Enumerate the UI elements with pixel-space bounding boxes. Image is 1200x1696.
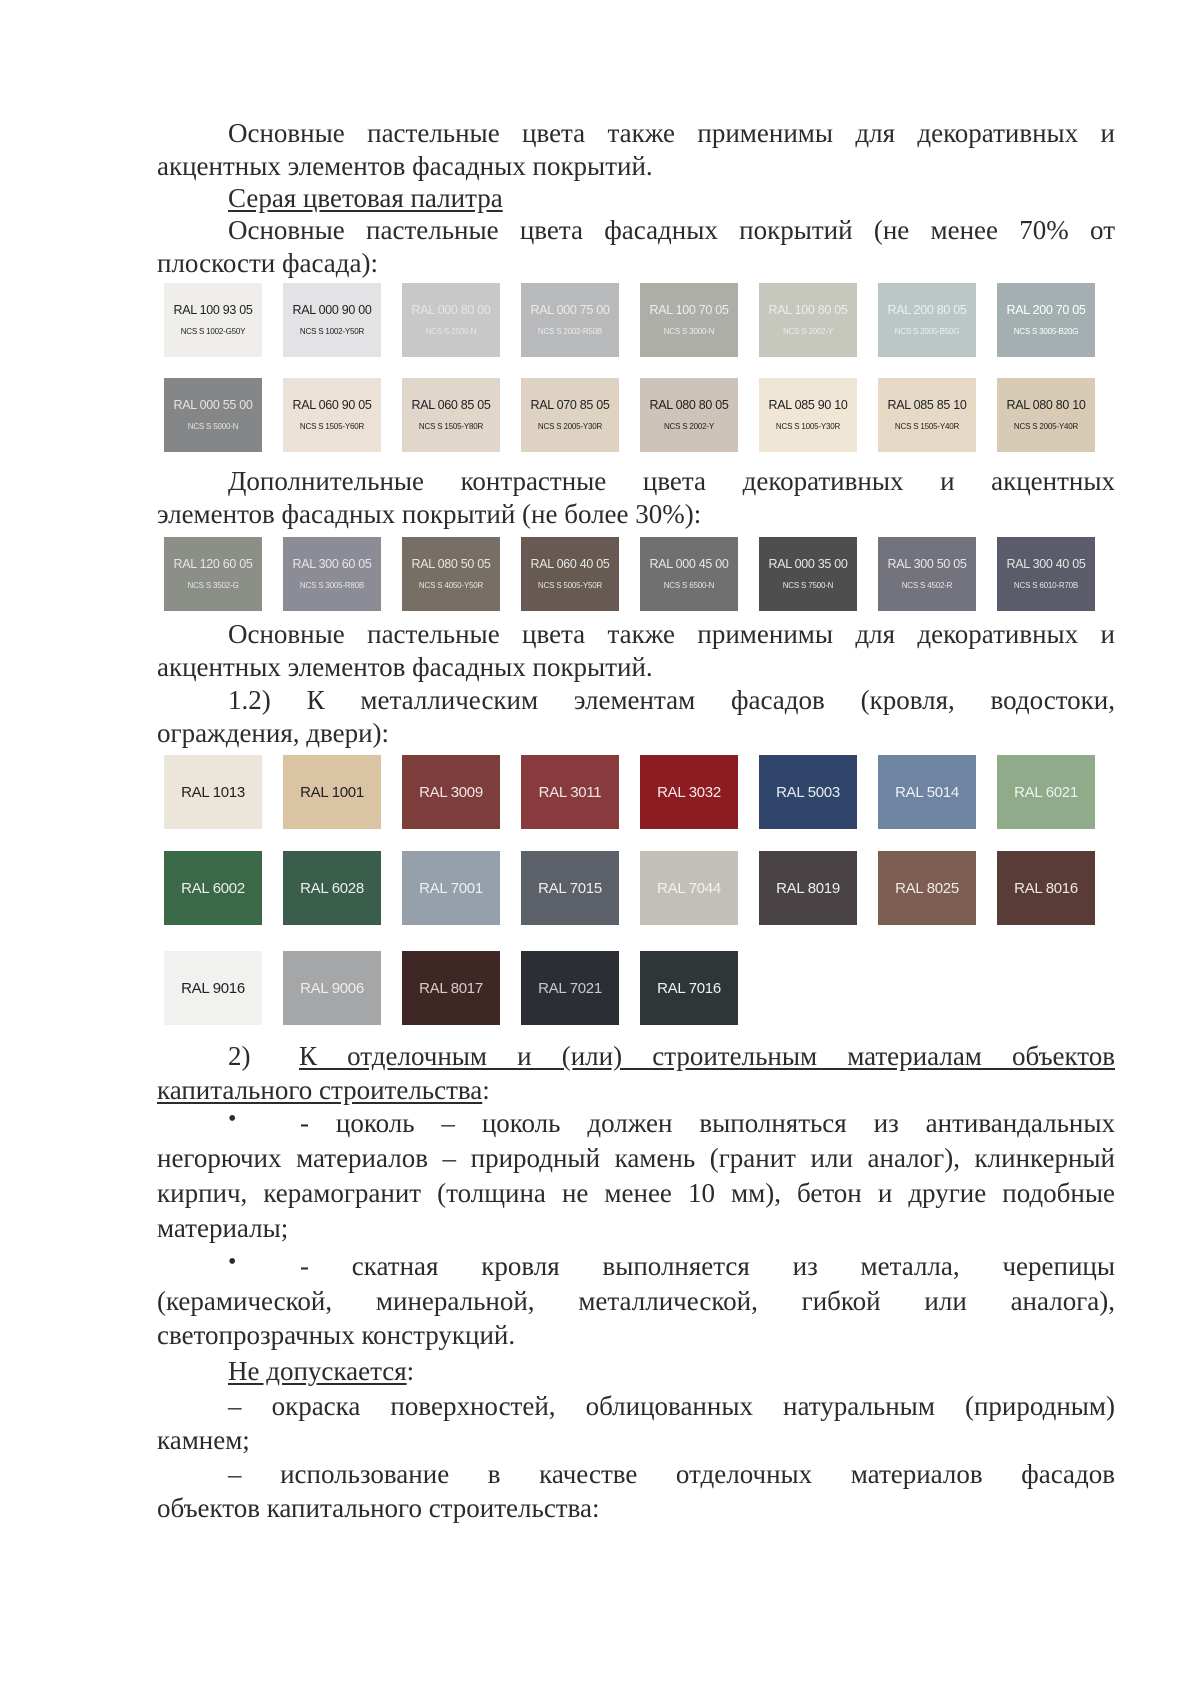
section-2-heading-colon: : — [482, 1075, 490, 1105]
swatch-ral-code: RAL 100 80 05 — [768, 303, 848, 317]
swatch-ral-code: RAL 300 40 05 — [1006, 557, 1086, 571]
metal-color-swatch: RAL 8016 — [997, 851, 1095, 925]
metal-color-swatch: RAL 7021 — [521, 951, 619, 1025]
metal-color-swatch: RAL 8025 — [878, 851, 976, 925]
bullet-1-icon: • — [228, 1106, 237, 1132]
color-swatch — [759, 537, 857, 611]
color-swatch — [521, 537, 619, 611]
swatch-ncs-code: NCS S 6500-N — [663, 581, 715, 590]
metal-color-swatch: RAL 6028 — [283, 851, 381, 925]
color-swatch — [402, 537, 500, 611]
dash-item-1-line-1: – окраска поверхностей, облицованных натуральным (природным) — [228, 1391, 1115, 1421]
paragraph-1-line-1: Основные пастельные цвета также применимы для декоративных и — [228, 118, 1115, 148]
swatch-ral-code: RAL 080 50 05 — [411, 557, 491, 571]
section-2-number: 2) — [228, 1041, 251, 1071]
color-swatch — [997, 537, 1095, 611]
swatch-ral-code: RAL 200 70 05 — [1006, 303, 1086, 317]
swatch-ncs-code: NCS S 2005-B50G — [894, 327, 960, 336]
swatch-ncs-code: NCS S 3502-G — [187, 581, 239, 590]
paragraph-3-line-1: Дополнительные контрастные цвета декоративных и акцентных — [228, 466, 1115, 496]
metal-color-swatch: RAL 7015 — [521, 851, 619, 925]
swatch-ral-code: RAL 085 90 10 — [768, 398, 848, 412]
dash-item-2-line-2: объектов капитального строительства: — [157, 1493, 600, 1523]
swatch-ral-code: RAL 000 90 00 — [292, 303, 372, 317]
metal-color-swatch: RAL 7044 — [640, 851, 738, 925]
swatch-ncs-code: NCS S 2002-Y — [782, 327, 834, 336]
swatch-ncs-code: NCS S 2002-Y — [663, 422, 715, 431]
paragraph-1-line-2: акцентных элементов фасадных покрытий. — [157, 151, 653, 181]
color-swatch — [640, 283, 738, 357]
dash-item-1-line-2: камнем; — [157, 1425, 250, 1455]
swatch-ncs-code: NCS S 2002-R50B — [537, 327, 603, 336]
swatch-ral-code: RAL 000 55 00 — [173, 398, 253, 412]
metal-color-swatch: RAL 7016 — [640, 951, 738, 1025]
swatch-ncs-code: NCS S 3000-N — [663, 327, 715, 336]
color-swatch — [164, 283, 262, 357]
paragraph-4-line-2: акцентных элементов фасадных покрытий. — [157, 652, 653, 682]
swatch-ral-code: RAL 120 60 05 — [173, 557, 253, 571]
bullet-1-line-3: кирпич, керамогранит (толщина не менее 10 мм), бетон и другие подобные — [157, 1178, 1115, 1208]
color-swatch — [283, 378, 381, 452]
metal-color-swatch: RAL 3009 — [402, 755, 500, 829]
swatch-ncs-code: NCS S 1005-Y30R — [775, 422, 841, 431]
color-swatch — [640, 537, 738, 611]
swatch-ncs-code: NCS S 1505-Y60R — [299, 422, 365, 431]
swatch-ral-code: RAL 100 93 05 — [173, 303, 253, 317]
paragraph-3-line-2: элементов фасадных покрытий (не более 30%): — [157, 499, 702, 529]
color-swatch — [997, 283, 1095, 357]
bullet-2-line-2: (керамической, минеральной, металлической, гибкой или аналога), — [157, 1286, 1115, 1316]
color-swatch — [759, 283, 857, 357]
swatch-ncs-code: NCS S 1002-Y50R — [299, 327, 365, 336]
swatch-ncs-code: NCS S 1505-Y80R — [418, 422, 484, 431]
swatch-ncs-code: NCS S 2500-N — [425, 327, 477, 336]
swatch-ral-code: RAL 000 75 00 — [530, 303, 610, 317]
swatch-ncs-code: NCS S 2005-Y30R — [537, 422, 603, 431]
dash-item-2-line-1: – использование в качестве отделочных материалов фасадов — [228, 1459, 1115, 1489]
section-2-line-2 — [157, 1073, 1115, 1107]
metal-color-swatch: RAL 3011 — [521, 755, 619, 829]
color-swatch — [402, 378, 500, 452]
not-allowed-heading — [228, 1354, 414, 1388]
paragraph-5-line-1: 1.2) К металлическим элементам фасадов (кровля, водостоки, — [228, 685, 1115, 715]
swatch-ral-code: RAL 300 60 05 — [292, 557, 372, 571]
color-swatch — [521, 378, 619, 452]
color-swatch — [164, 537, 262, 611]
bullet-2-icon: • — [228, 1249, 237, 1275]
color-swatch — [878, 537, 976, 611]
color-swatch — [521, 283, 619, 357]
paragraph-5-line-2: ограждения, двери): — [157, 718, 390, 748]
bullet-1-line-2: негорючих материалов – природный камень (гранит или аналог), клинкерный — [157, 1143, 1115, 1173]
metal-color-swatch: RAL 5014 — [878, 755, 976, 829]
swatch-ral-code: RAL 060 40 05 — [530, 557, 610, 571]
color-swatch — [878, 283, 976, 357]
color-swatch — [283, 283, 381, 357]
swatch-ral-code: RAL 000 45 00 — [649, 557, 729, 571]
bullet-2-line-3: светопрозрачных конструкций. — [157, 1320, 516, 1350]
metal-color-swatch: RAL 5003 — [759, 755, 857, 829]
paragraph-4-line-1: Основные пастельные цвета также применимы для декоративных и — [228, 619, 1115, 649]
color-swatch — [878, 378, 976, 452]
swatch-ncs-code: NCS S 7500-N — [782, 581, 834, 590]
swatch-ncs-code: NCS S 2005-Y40R — [1013, 422, 1079, 431]
swatch-ncs-code: NCS S 1505-Y40R — [894, 422, 960, 431]
color-swatch — [759, 378, 857, 452]
color-swatch — [640, 378, 738, 452]
bullet-1-line-4: материалы; — [157, 1213, 289, 1243]
metal-color-swatch: RAL 8017 — [402, 951, 500, 1025]
swatch-ncs-code: NCS S 1002-G50Y — [180, 327, 246, 336]
swatch-ral-code: RAL 200 80 05 — [887, 303, 967, 317]
swatch-ncs-code: NCS S 4502-R — [901, 581, 953, 590]
swatch-ral-code: RAL 100 70 05 — [649, 303, 729, 317]
swatch-ral-code: RAL 060 85 05 — [411, 398, 491, 412]
swatch-ncs-code: NCS S 5000-N — [187, 422, 239, 431]
not-allowed-colon: : — [406, 1356, 415, 1386]
swatch-ral-code: RAL 060 90 05 — [292, 398, 372, 412]
swatch-ral-code: RAL 000 35 00 — [768, 557, 848, 571]
swatch-ncs-code: NCS S 3005-R80B — [299, 581, 365, 590]
not-allowed-label: Не допускается — [228, 1356, 407, 1386]
section-2-heading-line-1: К отделочным и (или) строительным материалам объектов — [299, 1041, 1115, 1071]
swatch-ral-code: RAL 070 85 05 — [530, 398, 610, 412]
metal-color-swatch: RAL 1001 — [283, 755, 381, 829]
color-swatch — [402, 283, 500, 357]
metal-color-swatch: RAL 1013 — [164, 755, 262, 829]
section-2-heading-line-2: капитального строительства — [157, 1075, 483, 1105]
swatch-ral-code: RAL 300 50 05 — [887, 557, 967, 571]
metal-color-swatch: RAL 8019 — [759, 851, 857, 925]
paragraph-2-line-1: Основные пастельные цвета фасадных покрытий (не менее 70% от — [228, 215, 1115, 245]
swatch-ncs-code: NCS S 4050-Y50R — [418, 581, 484, 590]
metal-color-swatch: RAL 6021 — [997, 755, 1095, 829]
color-swatch — [283, 537, 381, 611]
swatch-ncs-code: NCS S 6010-R70B — [1013, 581, 1079, 590]
swatch-ncs-code: NCS S 5005-Y50R — [537, 581, 603, 590]
metal-color-swatch: RAL 9006 — [283, 951, 381, 1025]
bullet-2-line-1: - скатная кровля выполняется из металла, черепицы — [300, 1251, 1115, 1281]
gray-palette-heading: Серая цветовая палитра — [228, 183, 503, 213]
color-swatch — [997, 378, 1095, 452]
swatch-ral-code: RAL 080 80 10 — [1006, 398, 1086, 412]
metal-color-swatch: RAL 6002 — [164, 851, 262, 925]
bullet-1-line-1: - цоколь – цоколь должен выполняться из антивандальных — [300, 1108, 1115, 1138]
metal-color-swatch: RAL 9016 — [164, 951, 262, 1025]
swatch-ral-code: RAL 085 85 10 — [887, 398, 967, 412]
swatch-ncs-code: NCS S 3005-B20G — [1013, 327, 1079, 336]
metal-color-swatch: RAL 7001 — [402, 851, 500, 925]
color-swatch — [164, 378, 262, 452]
metal-color-swatch: RAL 3032 — [640, 755, 738, 829]
swatch-ral-code: RAL 080 80 05 — [649, 398, 729, 412]
paragraph-2-line-2: плоскости фасада): — [157, 248, 378, 278]
swatch-ral-code: RAL 000 80 00 — [411, 303, 491, 317]
